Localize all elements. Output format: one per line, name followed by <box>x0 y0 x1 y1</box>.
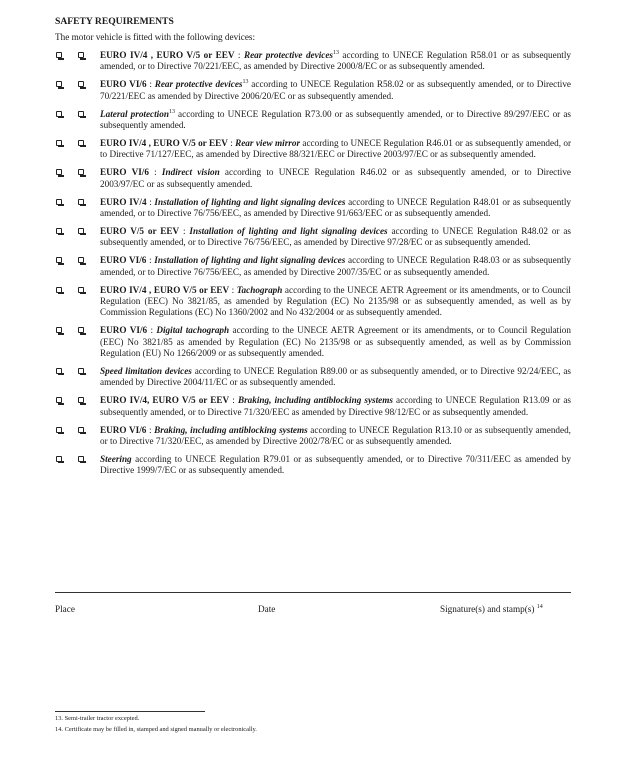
footnote-divider <box>55 711 205 712</box>
device-title: Installation of lighting and light signaling devices <box>189 225 388 236</box>
separator: : <box>229 284 237 295</box>
checkbox-b[interactable] <box>78 257 84 263</box>
checkbox-b[interactable] <box>78 456 84 462</box>
device-text: according to UNECE Regulation R48.02 or as subsequently amended, or to Directive 76/756/EEC, as amended by Directive 97/28/EC or as subsequently amended. <box>100 225 571 248</box>
checkbox-a[interactable] <box>56 81 62 87</box>
separator: : <box>146 196 155 207</box>
section-heading: SAFETY REQUIREMENTS <box>55 16 174 27</box>
list-item <box>55 454 571 477</box>
footnote-13: 13. Semi-trailer tractor excepted. <box>55 715 140 722</box>
signature-divider <box>55 592 571 593</box>
separator: : <box>229 395 238 406</box>
list-item <box>55 138 571 161</box>
device-title: Digital tachograph <box>156 325 230 336</box>
signature-label <box>440 604 543 614</box>
checkbox-a[interactable] <box>56 427 62 433</box>
euro-class: EURO VI/6 <box>100 255 147 266</box>
checkbox-b[interactable] <box>78 427 84 433</box>
place-label: Place <box>55 604 75 614</box>
checkbox-a[interactable] <box>56 140 62 146</box>
list-item <box>55 226 571 249</box>
device-text: according to the UNECE AETR Agreement or its amendments, or to Council Regulation (EEC) No 3821/85 as amended by Regulation (EC) No 2135/98 or as subsequently amended, as well as by Commission Regulation (EU) No 1266/2009 or as subsequently amended. <box>100 325 571 359</box>
checkbox-b[interactable] <box>78 199 84 205</box>
list-item <box>55 325 571 359</box>
footnote-ref: 13 <box>242 79 249 86</box>
device-list <box>55 50 571 483</box>
checkbox-b[interactable] <box>78 169 84 175</box>
device-title: Rear view mirror <box>235 137 301 148</box>
checkbox-b[interactable] <box>78 327 84 333</box>
date-label: Date <box>258 604 276 614</box>
euro-class: EURO VI/6 <box>100 325 148 336</box>
device-text: according to UNECE Regulation R58.01 or as subsequently amended, or to Directive 70/221/EEC, as amended by Directive 2000/8/EC or as subsequently amended. <box>100 50 571 72</box>
checkbox-a[interactable] <box>56 52 62 58</box>
checkbox-a[interactable] <box>56 257 62 263</box>
euro-class: EURO VI/6 <box>100 167 149 178</box>
device-text: according to UNECE Regulation R89.00 or as subsequently amended, or to Directive 92/24/EEC, as amended by Directive 2004/11/EC or as subsequently amended. <box>100 365 571 388</box>
device-text: according to UNECE Regulation R13.10 or as subsequently amended, or to Directive 71/320/EEC, as amended by Directive 2002/78/EC or as subsequently amended. <box>100 424 571 446</box>
device-text: according to UNECE Regulation R46.02 or as subsequently amended, or to Directive 2003/97/EC or as subsequently amended. <box>100 167 572 189</box>
checkbox-b[interactable] <box>78 287 84 293</box>
checkbox-b[interactable] <box>78 52 84 58</box>
separator: : <box>227 137 236 148</box>
checkbox-a[interactable] <box>56 228 62 234</box>
checkbox-b[interactable] <box>78 368 84 374</box>
intro-text: The motor vehicle is fitted with the following devices: <box>55 32 256 42</box>
checkbox-b[interactable] <box>78 140 84 146</box>
device-title: Lateral protection <box>100 108 169 119</box>
checkbox-a[interactable] <box>56 169 62 175</box>
device-title: Speed limitation devices <box>100 365 192 376</box>
euro-class: EURO IV/4, EURO V/5 or EEV <box>100 395 230 406</box>
checkbox-a[interactable] <box>56 368 62 374</box>
list-item <box>55 50 571 73</box>
device-text: according to UNECE Regulation R13.09 or as subsequently amended, or to Directive 71/320/EEC as amended by Directive 98/12/EC or as subsequently amended. <box>100 395 571 417</box>
checkbox-a[interactable] <box>56 327 62 333</box>
separator: : <box>146 424 155 435</box>
euro-class: EURO IV/4 , EURO V/5 or EEV <box>100 137 228 148</box>
separator: : <box>147 325 157 336</box>
checkbox-a[interactable] <box>56 287 62 293</box>
list-item <box>55 79 571 102</box>
separator: : <box>179 225 190 236</box>
device-text: according to UNECE Regulation R48.01 or as subsequently amended, or to Directive 76/756/EEC, as amended by Directive 91/663/EEC or as subsequently amended. <box>100 196 571 218</box>
device-title: Tachograph <box>236 284 283 295</box>
list-item <box>55 197 571 220</box>
euro-class: EURO IV/4 , EURO V/5 or EEV <box>100 50 235 60</box>
checkbox-a[interactable] <box>56 397 62 403</box>
euro-class: EURO V/5 or EEV <box>100 225 180 236</box>
euro-class: EURO VI/6 <box>100 424 147 435</box>
checkbox-a[interactable] <box>56 199 62 205</box>
device-title: Installation of lighting and light signaling devices <box>154 255 346 266</box>
separator: : <box>234 50 244 60</box>
device-text: according to the UNECE AETR Agreement or its amendments, or to Council Regulation (EEC) No 3821/85, as amended by Regulation (EC) No 2135/98 or as subsequently amended, as well as by Commission Regulations (EC) No 1360/2002 and No 432/2004 or as subsequently amended. <box>100 284 571 318</box>
device-text: according to UNECE Regulation R58.02 or as subsequently amended, or to Directive 70/221/EEC as amended by Directive 2006/20/EC or as subsequently amended. <box>100 79 571 101</box>
separator: : <box>148 167 162 178</box>
checkbox-b[interactable] <box>78 81 84 87</box>
list-item <box>55 109 571 132</box>
device-text: according to UNECE Regulation R48.03 or as subsequently amended, or to Directive 76/756/EEC, as amended by Directive 2007/35/EC or as subsequently amended. <box>100 255 571 277</box>
device-title: Indirect vision <box>161 167 220 178</box>
device-text: according to UNECE Regulation R73.00 or as subsequently amended, or to Directive 89/297/EEC or as subsequently amended. <box>100 108 571 131</box>
separator: : <box>146 79 155 90</box>
list-item <box>55 167 571 190</box>
separator: : <box>146 255 155 266</box>
footnote-ref: 14 <box>536 603 543 610</box>
checkbox-a[interactable] <box>56 111 62 117</box>
list-item <box>55 285 571 319</box>
device-title: Braking, including antiblocking systems <box>154 424 308 435</box>
checkbox-b[interactable] <box>78 228 84 234</box>
checkbox-b[interactable] <box>78 111 84 117</box>
device-title: Rear protective devices <box>243 50 333 60</box>
device-text: according to UNECE Regulation R79.01 or as subsequently amended, or to Directive 70/311/EEC as amended by Directive 1999/7/EC or as subsequently amended. <box>100 453 571 476</box>
footnote-ref: 13 <box>332 49 339 56</box>
euro-class: EURO IV/4 <box>100 196 147 207</box>
list-item <box>55 366 571 389</box>
list-item <box>55 255 571 278</box>
footnote-ref: 13 <box>168 108 175 115</box>
device-title: Braking, including antiblocking systems <box>237 395 393 406</box>
signature-text: Signature(s) and stamp(s) <box>440 604 535 614</box>
device-title: Steering <box>100 453 132 464</box>
footnote-14: 14. Certificate may be filled in, stamped and signed manually or electronically. <box>55 726 257 733</box>
checkbox-a[interactable] <box>56 456 62 462</box>
device-text: according to UNECE Regulation R46.01 or as subsequently amended, or to Directive 71/127/EEC, as amended by Directive 88/321/EEC or Directive 2003/97/EC or as subsequently amended. <box>100 137 571 160</box>
checkbox-b[interactable] <box>78 397 84 403</box>
list-item <box>55 395 571 418</box>
device-title: Installation of lighting and light signaling devices <box>154 196 346 207</box>
list-item <box>55 425 571 448</box>
euro-class: EURO VI/6 <box>100 79 147 90</box>
device-title: Rear protective devices <box>154 79 243 90</box>
euro-class: EURO IV/4 , EURO V/5 or EEV <box>100 284 230 295</box>
